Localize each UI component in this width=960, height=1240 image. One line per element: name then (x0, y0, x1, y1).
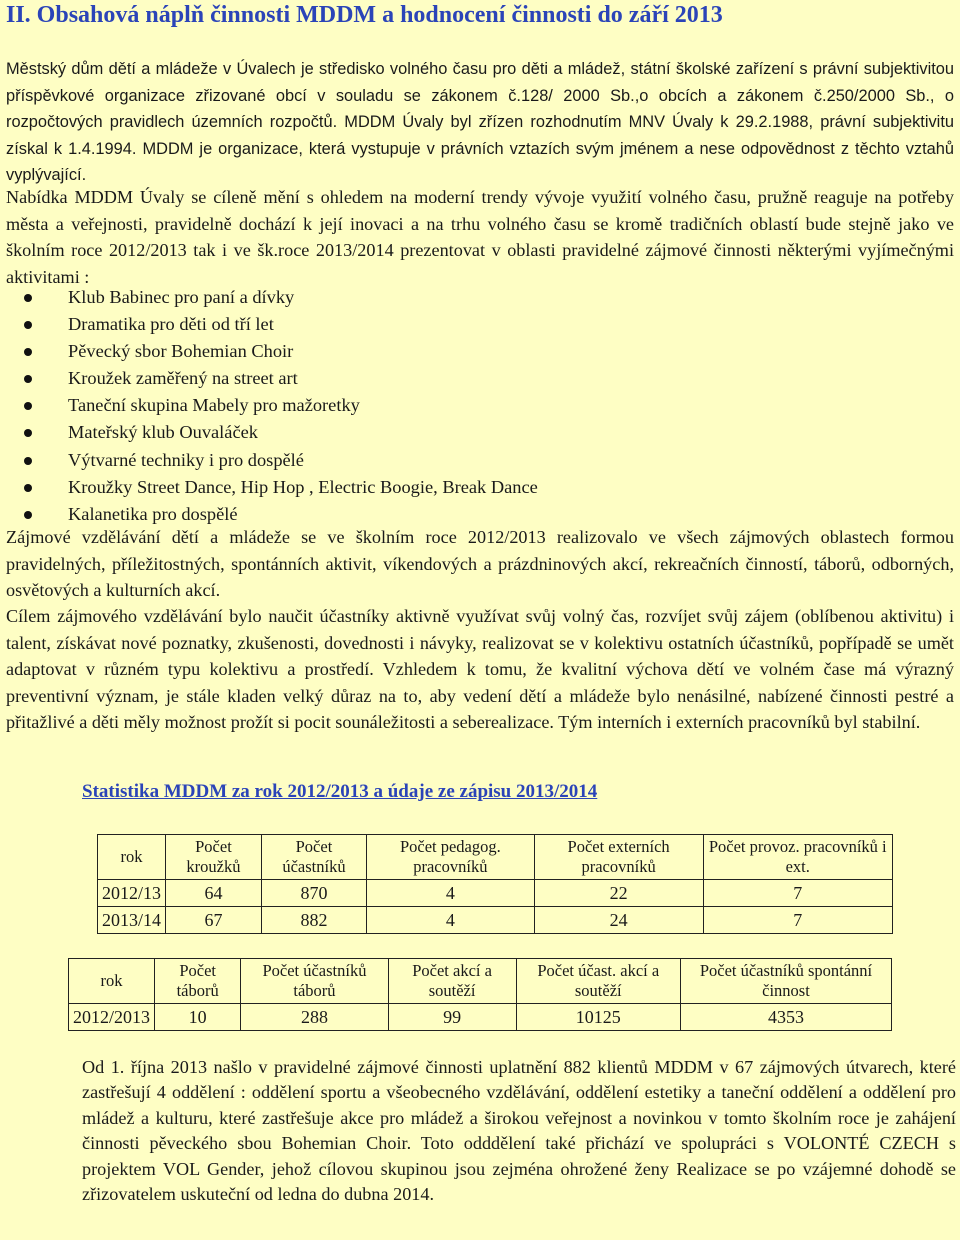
list-item: Kroužky Street Dance, Hip Hop , Electric Boogie, Break Dance (20, 474, 538, 501)
table-cell: 64 (166, 880, 262, 907)
education-paragraph: Zájmové vzdělávání dětí a mládeže se ve školním roce 2012/2013 realizovalo ve všech zájmových oblastech formou pravidelných, příležitostných, spontánních aktivit, víkendových a prázdninových akcí, rekreačních činností, táborů, odborných, osvětových a kulturních akcí. (6, 527, 954, 600)
table-cell: 10125 (516, 1004, 680, 1031)
list-item: Taneční skupina Mabely pro mažoretky (20, 392, 538, 419)
table-cell: 4 (367, 880, 535, 907)
table-cell: 882 (261, 907, 366, 934)
goal-paragraph: Cílem zájmového vzdělávání bylo naučit účastníky aktivně využívat svůj volný čas, rozvíjet svůj zájem (oblíbenou aktivitu) i talent, získávat nové poznatky, zkušenosti, dovednosti i návyky, realizovat se v kolektivu ostatních účastníků, popřípadě se umět adaptovat v různém typu kolektivu a prostředí. Vzhledem k tomu, že kvalitní výchova dětí ve volném čase má výrazný preventivní význam, je stále kladen velký důraz na to, aby vedení dětí a mládeže bylo nenásilné, nabízené činnosti pestré a přitažlivé a děti měly možnost prožít si pocit sounáležitosti a seberealizace. Tým interních i externích pracovníků byl stabilní. (6, 606, 954, 732)
table-cell: 2012/13 (98, 880, 166, 907)
table-row (98, 880, 893, 907)
table-header-cell: Počet účastníků spontánní činnost (680, 959, 891, 1004)
table-cell: 2012/2013 (69, 1004, 155, 1031)
table-header-cell: rok (98, 835, 166, 880)
table-cell: 2013/14 (98, 907, 166, 934)
table-header-cell: Počet externích pracovníků (534, 835, 703, 880)
list-item: Mateřský klub Ouvaláček (20, 419, 538, 446)
table-header-cell: Počet táborů (155, 959, 241, 1004)
table-header-row (98, 835, 893, 880)
table-header-cell: Počet účastníků táborů (241, 959, 388, 1004)
table-cell: 10 (155, 1004, 241, 1031)
table-header-cell: Počet akcí a soutěží (388, 959, 516, 1004)
statistics-table-clubs (97, 834, 893, 934)
activity-list (20, 284, 538, 528)
list-item: Kroužek zaměřený na street art (20, 365, 538, 392)
table-cell: 7 (703, 907, 892, 934)
enrollment-paragraph: Od 1. října 2013 našlo v pravidelné zájmové činnosti uplatnění 882 klientů MDDM v 67 zájmových útvarech, které zastřešují 4 oddělení : oddělení sportu a všeobecného vzdělávání, oddělení estetiky a taneční oddělení a oddělení pro mládež a kulturu, které zastřešuje akce pro mládež a širokou veřejnost a novinkou v tomto školním roce je zahájení činnosti pěveckého sbou Bohemian Choir. Toto odddělení také přichází ve spolupráci s VOLONTÉ CZECH s projektem VOL Gender, jehož cílovou skupinou jsou zejména ohrožené ženy Realizace se po vzájemné dohodě se zřizovatelem uskuteční od ledna do dubna 2014. (82, 1057, 956, 1205)
offer-paragraph: Nabídka MDDM Úvaly se cíleně mění s ohledem na moderní trendy vývoje využití volného času, pružně reaguje na potřeby města a veřejnosti, pravidelně dochází k její inovaci a na trhu volného času se kromě tradičních oblastí bude stejně jako ve školním roce 2012/2013 tak i ve šk.roce 2013/2014 prezentovat v oblasti pravidelné zájmové činnosti některými vyjímečnými aktivitami : (6, 187, 954, 287)
statistics-title: Statistika MDDM za rok 2012/2013 a údaje ze zápisu 2013/2014 (82, 781, 598, 802)
list-item: Pěvecký sbor Bohemian Choir (20, 338, 538, 365)
table-header-cell: Počet účastníků (261, 835, 366, 880)
list-item: Kalanetika pro dospělé (20, 501, 538, 528)
table-header-cell: Počet kroužků (166, 835, 262, 880)
table-cell: 4 (367, 907, 535, 934)
table-header-cell: Počet účast. akcí a soutěží (516, 959, 680, 1004)
table-cell: 99 (388, 1004, 516, 1031)
table-cell: 24 (534, 907, 703, 934)
table-cell: 288 (241, 1004, 388, 1031)
list-item: Klub Babinec pro paní a dívky (20, 284, 538, 311)
table-header-row (69, 959, 892, 1004)
list-item: Výtvarné techniky i pro dospělé (20, 447, 538, 474)
table-row (69, 1004, 892, 1031)
table-cell: 870 (261, 880, 366, 907)
table-header-cell: Počet provoz. pracovníků i ext. (703, 835, 892, 880)
table-header-cell: Počet pedagog. pracovníků (367, 835, 535, 880)
statistics-table-camps (68, 958, 892, 1031)
table-cell: 4353 (680, 1004, 891, 1031)
intro-paragraph: Městský dům dětí a mládeže v Úvalech je středisko volného času pro děti a mládež, státní školské zařízení s právní subjektivitou příspěvkové organizace zřizované obcí v souladu se zákonem č.128/ 2000 Sb.,o obcích a zákonem č.250/2000 Sb., o rozpočtových pravidlech územních rozpočtů. MDDM Úvaly byl zřízen rozhodnutím MNV Úvaly k 29.2.1988, právní subjektivitu získal k 1.4.1994. MDDM je organizace, která vystupuje v právních vztazích svým jménem a nese odpovědnost z těchto vztahů vyplývající. (6, 60, 954, 184)
section-heading: II. Obsahová náplň činnosti MDDM a hodnocení činnosti do září 2013 (6, 2, 723, 28)
table-cell: 67 (166, 907, 262, 934)
table-row (98, 907, 893, 934)
table-header-cell: rok (69, 959, 155, 1004)
table-cell: 7 (703, 880, 892, 907)
table-cell: 22 (534, 880, 703, 907)
list-item: Dramatika pro děti od tří let (20, 311, 538, 338)
